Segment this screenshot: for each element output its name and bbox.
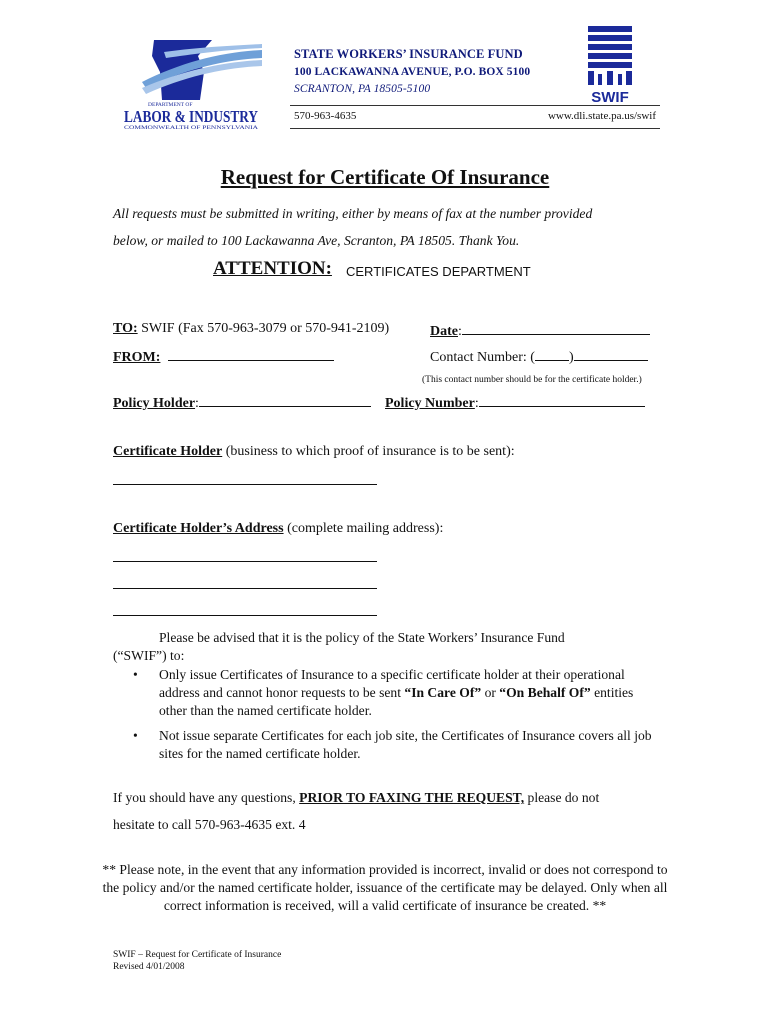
- logo-line1: DEPARTMENT OF: [148, 102, 193, 108]
- policy-bullet-2-text: Not issue separate Certificates for each job site, the Certificates of Insurance covers all job sites for the named certificate holder.: [159, 728, 652, 761]
- questions-emphasis: PRIOR TO FAXING THE REQUEST,: [299, 790, 525, 805]
- intro-line-2: below, or mailed to 100 Lackawanna Ave, Scranton, PA 18505. Thank You.: [113, 233, 520, 248]
- questions-line-2: hesitate to call 570-963-4635 ext. 4: [113, 817, 306, 832]
- policy-number-label: Policy Number: [385, 396, 475, 411]
- keystone-emblem: [112, 22, 264, 130]
- disclaimer-note: ** Please note, in the event that any information provided is incorrect, invalid or does not correspond to the policy and/or the named certificate holder, issuance of the certificate may be delayed. Only when all correct information is received, will a valid certificate of insurance be created. **: [102, 862, 668, 913]
- page-title: Request for Certificate Of Insurance: [220, 165, 550, 189]
- org-city: SCRANTON, PA 18505-5100: [294, 83, 431, 95]
- policy-number-field[interactable]: [479, 393, 645, 407]
- contact-note: (This contact number should be for the certificate holder.): [422, 375, 642, 385]
- certificate-holder-desc: (business to which proof of insurance is to be sent):: [222, 444, 515, 459]
- address-line-3-field[interactable]: [113, 601, 377, 616]
- policy-number-row: Policy Number:: [385, 393, 645, 412]
- policy-holder-label: Policy Holder: [113, 396, 196, 411]
- to-row: [113, 321, 389, 337]
- swif-logo-text: SWIF: [591, 89, 629, 106]
- contact-number-field[interactable]: [574, 347, 648, 361]
- header-website: www.dli.state.pa.us/swif: [547, 110, 656, 122]
- policy-intro-line-1: Please be advised that it is the policy of the State Workers’ Insurance Fund: [159, 630, 565, 645]
- department-logo: [112, 22, 264, 130]
- certificate-address-row: [113, 521, 443, 537]
- policy-intro-line-2: (“SWIF”) to:: [113, 648, 185, 663]
- footer-revision: Revised 4/01/2008: [113, 962, 185, 972]
- certificate-holder-field[interactable]: [113, 470, 377, 485]
- contact-row: [430, 347, 648, 366]
- org-street: 100 LACKAWANNA AVENUE, P.O. BOX 5100: [294, 66, 531, 78]
- address-line-1-field[interactable]: [113, 547, 377, 562]
- header-phone: 570-963-4635: [294, 110, 357, 122]
- policy-intro: [113, 629, 673, 665]
- address-line-2-field[interactable]: [113, 574, 377, 589]
- contact-close-paren: ): [568, 350, 574, 365]
- swif-emblem: [586, 24, 634, 104]
- intro-line-1: All requests must be submitted in writing, either by means of fax at the number provided: [113, 206, 593, 221]
- logo-line3: COMMONWEALTH OF PENNSYLVANIA: [124, 126, 259, 131]
- policy-bullet-1-text: Only issue Certificates of Insurance to a specific certificate holder at their operational address and cannot honor requests to be sent “In Care Of” or “On Behalf Of” entities other than the named certificate holder.: [159, 667, 634, 718]
- org-name: STATE WORKERS’ INSURANCE FUND: [294, 47, 523, 61]
- bullet-dot: •: [133, 667, 138, 682]
- certificate-address-desc: (complete mailing address):: [283, 521, 444, 536]
- to-value: SWIF (Fax 570-963-3079 or 570-941-2109): [137, 321, 390, 336]
- date-label: Date: [430, 324, 458, 339]
- from-row: [113, 347, 334, 366]
- from-label: FROM:: [113, 350, 161, 365]
- from-field[interactable]: [168, 347, 334, 361]
- certificate-holder-row: [113, 444, 515, 460]
- attention-department: CERTIFICATES DEPARTMENT: [346, 264, 531, 279]
- logo-line2: LABOR & INDUSTRY: [124, 107, 258, 126]
- date-row: Date:: [430, 321, 650, 340]
- attention-label: ATTENTION:: [213, 258, 332, 279]
- date-field[interactable]: [462, 321, 650, 335]
- swif-logo: [586, 24, 634, 104]
- contact-area-code-field[interactable]: [535, 347, 569, 361]
- policy-holder-row: Policy Holder:: [113, 393, 371, 412]
- policy-bullet-1: [133, 666, 653, 720]
- header-rule-bottom: [290, 128, 660, 129]
- questions-line-1: If you should have any questions, PRIOR TO FAXING THE REQUEST, please do not: [113, 790, 600, 805]
- policy-bullet-2: [133, 727, 653, 763]
- certificate-holder-label: Certificate Holder: [113, 444, 223, 459]
- bullet-dot: •: [133, 728, 138, 743]
- footer-form-name: SWIF – Request for Certificate of Insurance: [113, 950, 282, 960]
- to-label: TO:: [113, 321, 138, 336]
- contact-label: Contact Number: (: [430, 350, 535, 365]
- policy-holder-field[interactable]: [199, 393, 371, 407]
- certificate-address-label: Certificate Holder’s Address: [113, 521, 284, 536]
